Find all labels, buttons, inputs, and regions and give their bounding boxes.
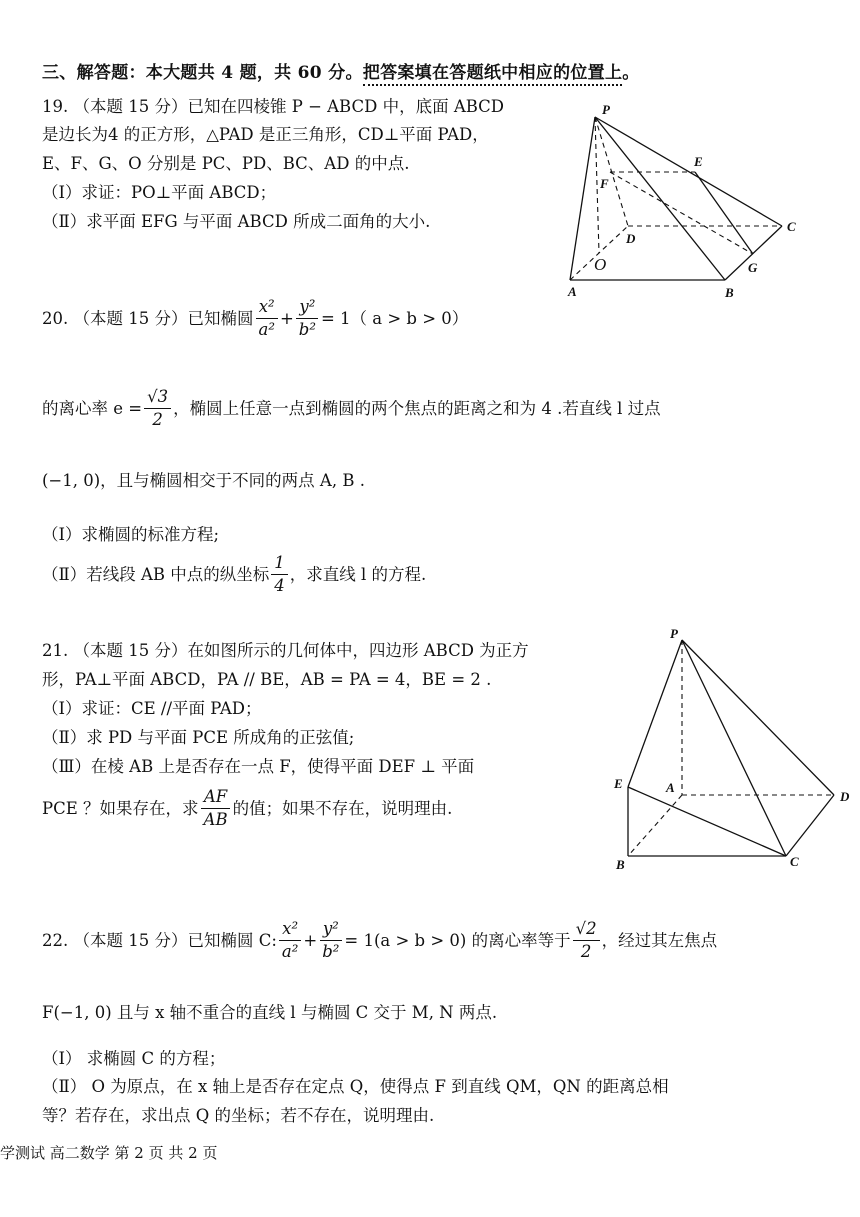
q21-line6: PCE ？如果存在，求 $\frac{AF}{AB}$ 的值；如果不存在，说明理由. bbox=[42, 787, 453, 829]
q20-frac-x: $\frac{\text{x²}}{\text{a²}}$ bbox=[255, 296, 277, 341]
q19-part1: （Ⅰ）求证：PO⊥平面 ABCD； bbox=[42, 183, 277, 202]
q20-part2: （Ⅱ）若线段 AB 中点的纵坐标 $\frac{1}{4}$ ，求直线 l 的方程. bbox=[42, 553, 427, 595]
label-F: F bbox=[600, 176, 609, 191]
label-O: O bbox=[594, 255, 607, 274]
label-C: C bbox=[787, 219, 796, 234]
edge-pd bbox=[682, 640, 834, 795]
q20-prefix: 20. （本题 15 分）已知椭圆 bbox=[42, 308, 254, 328]
label-B: B bbox=[725, 285, 734, 300]
label-A: A bbox=[568, 284, 577, 299]
label-D: D bbox=[626, 231, 636, 246]
edge-eg bbox=[695, 172, 753, 254]
q21-solid-figure bbox=[608, 624, 853, 874]
q19-pyramid-figure bbox=[560, 100, 805, 305]
edge-ec bbox=[628, 787, 786, 856]
edge-pb bbox=[595, 117, 725, 280]
page-footer: 学测试 高二数学 第 2 页 共 2 页 bbox=[0, 1144, 218, 1162]
section-header-main: 三、解答题：本大题共 4 题，共 60 分。 bbox=[42, 63, 363, 83]
q21-ratio-frac: $\frac{AF}{AB}$ bbox=[201, 786, 231, 831]
q21-line2: 形，PA⊥平面 ABCD，PA // BE，AB = PA = 4，BE = 2 . bbox=[42, 670, 492, 689]
q20-frac-y: $\frac{\text{y²}}{\text{b²}}$ bbox=[296, 296, 319, 341]
q21-part1: （Ⅰ）求证：CE //平面 PAD； bbox=[42, 699, 262, 718]
section-header bbox=[42, 58, 640, 83]
q22-line1: 22. （本题 15 分）已知椭圆 C: $\frac{\text{x²}}{\text{a²}}$ + $\frac{\text{y²}}{\text{b²}}$ = 1(a > b > 0) 的离心率等于 $\frac{√2}{2}$ ，经过其左焦点 bbox=[42, 919, 718, 961]
q22-part1: （Ⅰ） 求椭圆 C 的方程； bbox=[42, 1049, 226, 1068]
q20-part1: （Ⅰ）求椭圆的标准方程; bbox=[42, 525, 220, 544]
edge-cd bbox=[786, 795, 834, 856]
edge-pe bbox=[628, 640, 682, 787]
q21-part2: （Ⅱ）求 PD 与平面 PCE 所成角的正弦值; bbox=[42, 728, 355, 747]
label-D: D bbox=[840, 789, 850, 804]
q20-line2: 的离心率 e = $\frac{√3}{2}$ ，椭圆上任意一点到椭圆的两个焦点的距离之和为 4 .若直线 l 过点 bbox=[42, 387, 661, 429]
label-P: P bbox=[602, 102, 610, 117]
label-B: B bbox=[616, 857, 625, 872]
q22-eccentricity-frac: $\frac{√2}{2}$ bbox=[573, 918, 600, 963]
q20-line1: 20. （本题 15 分）已知椭圆 $\frac{\text{x²}}{\text{a²}}$ + $\frac{\text{y²}}{\text{b²}}$ = 1（ a > b > 0） bbox=[42, 297, 469, 339]
edge-po bbox=[595, 117, 599, 253]
section-header-end: 。 bbox=[622, 63, 640, 83]
label-E: E bbox=[614, 776, 623, 791]
edge-ab bbox=[628, 795, 682, 856]
q22-frac-y: $\frac{\text{y²}}{\text{b²}}$ bbox=[319, 918, 342, 963]
q19-line2: 是边长为4 的正方形，△PAD 是正三角形，CD⊥平面 PAD， bbox=[42, 125, 489, 144]
q22-frac-x: $\frac{\text{x²}}{\text{a²}}$ bbox=[279, 918, 301, 963]
q19-part2: （Ⅱ）求平面 EFG 与平面 ABCD 所成二面角的大小. bbox=[42, 212, 431, 231]
section-header-emphasis: 把答案填在答题纸中相应的位置上 bbox=[363, 63, 623, 86]
edge-pa bbox=[570, 117, 595, 280]
q20-part2-frac: $\frac{1}{4}$ bbox=[271, 552, 288, 597]
q20-eccentricity-frac: $\frac{√3}{2}$ bbox=[144, 386, 171, 431]
q19-line1: 19. （本题 15 分）已知在四棱锥 P − ABCD 中，底面 ABCD bbox=[42, 97, 505, 116]
label-A: A bbox=[666, 780, 675, 795]
q22-line2: F(−1, 0) 且与 x 轴不重合的直线 l 与椭圆 C 交于 M, N 两点. bbox=[42, 1003, 498, 1022]
edge-pc bbox=[682, 640, 786, 856]
label-C: C bbox=[790, 854, 799, 869]
q20-line3: (−1, 0)，且与椭圆相交于不同的两点 A, B . bbox=[42, 471, 365, 490]
q22-part2-cont: 等？若存在，求出点 Q 的坐标；若不存在，说明理由. bbox=[42, 1106, 435, 1125]
label-E: E bbox=[694, 154, 703, 169]
q20-eq-tail: = 1（ a > b > 0） bbox=[320, 308, 469, 328]
q19-line3: E、F、G、O 分别是 PC、PD、BC、AD 的中点. bbox=[42, 154, 410, 173]
q21-line1: 21. （本题 15 分）在如图所示的几何体中，四边形 ABCD 为正方 bbox=[42, 641, 529, 660]
q21-part3: （Ⅲ）在棱 AB 上是否存在一点 F，使得平面 DEF ⊥ 平面 bbox=[42, 757, 475, 776]
q22-part2: （Ⅱ） O 为原点，在 x 轴上是否存在定点 Q，使得点 F 到直线 QM，QN 的距离总相 bbox=[42, 1077, 669, 1096]
label-P: P bbox=[670, 626, 678, 641]
label-G: G bbox=[748, 260, 758, 275]
